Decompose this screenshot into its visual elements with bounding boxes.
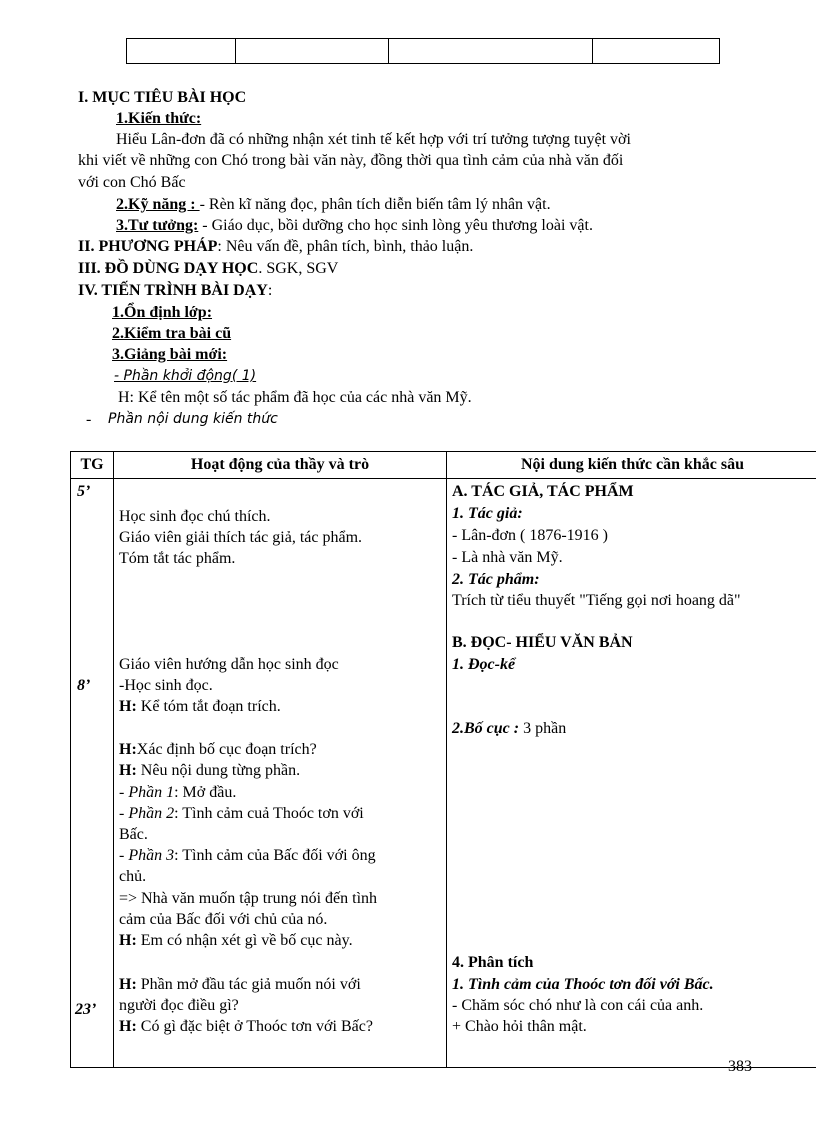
question-marker: H:: [119, 741, 137, 758]
activity-line: [119, 976, 361, 994]
activity-line: Tóm tắt tác phẩm.: [119, 550, 236, 567]
part-label: - Phần 3: [119, 847, 175, 864]
question-marker: H:: [119, 976, 137, 993]
ky-nang-text: - Rèn kĩ năng đọc, phân tích diễn biến tâm lý nhân vật.: [199, 196, 551, 213]
activity-line: [119, 805, 364, 823]
activity-line: Giáo viên giải thích tác giả, tác phẩm.: [119, 529, 363, 546]
page-number: 383: [728, 1058, 752, 1075]
section-2-title: II. PHƯƠNG PHÁP: [78, 238, 218, 255]
activity-text: Em có nhận xét gì về bố cục này.: [136, 932, 353, 949]
activity-text: Phần mở đầu tác giả muốn nói với: [136, 976, 361, 993]
section-2-text: : Nêu vấn đề, phân tích, bình, thảo luận.: [217, 238, 474, 255]
column-header-tg: TG: [71, 452, 114, 479]
activity-line: cảm của Bấc đối với chủ của nó.: [119, 911, 328, 928]
ke-ten-question: H: Kể tên một số tác phẩm đã học của các nhà văn Mỹ.: [118, 389, 472, 406]
activity-line: chủ.: [119, 868, 147, 885]
content-heading: B. ĐỌC- HIỂU VĂN BẢN: [452, 634, 633, 651]
section-3-text: . SGK, SGV: [258, 260, 339, 277]
section-4-title: IV. TIẾN TRÌNH BÀI DẠY: [78, 282, 268, 299]
activity-line: [119, 1018, 373, 1036]
content-cell: [447, 479, 816, 1068]
activity-text: : Mở đầu.: [174, 784, 237, 801]
tg-cell: [71, 479, 114, 1068]
activity-text: : Tình cảm của Bấc đối với ông: [174, 847, 376, 864]
activity-text: Nêu nội dung từng phần.: [136, 762, 301, 779]
section-4-text: :: [267, 282, 273, 299]
part-label: - Phần 1: [119, 784, 175, 801]
content-line: - Lân-đơn ( 1876-1916 ): [452, 527, 608, 544]
question-marker: H:: [119, 932, 137, 949]
content-line: [452, 720, 566, 738]
kien-thuc-label: 1.Kiến thức:: [116, 110, 202, 127]
question-marker: H:: [119, 762, 137, 779]
content-subheading: 2. Tác phẩm:: [452, 571, 540, 588]
content-subheading: 2.Bố cục :: [452, 720, 524, 737]
activity-cell: [114, 479, 447, 1068]
header-cell: [127, 39, 236, 64]
tg-time: 23’: [75, 1001, 97, 1018]
ky-nang-line: [116, 196, 551, 214]
lesson-table: [70, 451, 816, 1068]
header-cell: [236, 39, 389, 64]
column-header-content: Nội dung kiến thức cần khắc sâu: [447, 452, 816, 479]
kien-thuc-text-2: khi viết về những con Chó trong bài văn này, đồng thời qua tình cảm của nhà văn đối: [78, 152, 624, 169]
activity-text: : Tình cảm cuả Thoóc tơn với: [174, 805, 364, 822]
content-line: - Chăm sóc chó như là con cái của anh.: [452, 997, 704, 1014]
column-header-activity: Hoạt động của thầy và trò: [114, 452, 447, 479]
kiem-tra-bai-cu: 2.Kiểm tra bài cũ: [112, 325, 232, 342]
section-4-line: [78, 282, 272, 300]
tg-time: 5’: [77, 483, 91, 500]
content-line: - Là nhà văn Mỹ.: [452, 549, 563, 566]
content-text: 3 phần: [523, 720, 567, 737]
activity-line: [119, 784, 236, 802]
header-cell: [389, 39, 593, 64]
activity-line: Học sinh đọc chú thích.: [119, 508, 271, 525]
section-3-line: [78, 260, 338, 278]
section-3-title: III. ĐỒ DÙNG DẠY HỌC: [78, 260, 259, 277]
question-marker: H:: [119, 698, 137, 715]
ky-nang-label: 2.Kỹ năng :: [116, 196, 200, 213]
tu-tuong-line: [116, 217, 593, 235]
content-line: Trích từ tiểu thuyết "Tiếng gọi nơi hoang dã": [452, 592, 741, 609]
activity-line: người đọc điều gì?: [119, 997, 239, 1014]
activity-line: [119, 741, 317, 759]
bullet-dash: -: [86, 411, 92, 428]
activity-line: [119, 847, 376, 865]
section-1-title: I. MỤC TIÊU BÀI HỌC: [78, 89, 247, 106]
content-subheading: 1. Tình cảm của Thoóc tơn đối với Bấc.: [452, 976, 714, 993]
activity-line: => Nhà văn muốn tập trung nói đến tình: [119, 890, 378, 907]
phan-khoi-dong: - Phần khởi động( 1): [114, 368, 257, 384]
activity-line: Giáo viên hướng dẫn học sinh đọc: [119, 656, 339, 673]
kien-thuc-text-3: với con Chó Bấc: [78, 174, 186, 191]
content-subheading: 1. Tác giả:: [452, 505, 523, 522]
content-line: + Chào hỏi thân mật.: [452, 1018, 587, 1035]
tg-time: 8’: [77, 677, 91, 694]
activity-line: [119, 698, 281, 716]
activity-line: [119, 762, 300, 780]
activity-text: Xác định bố cục đoạn trích?: [136, 741, 317, 758]
part-label: - Phần 2: [119, 805, 175, 822]
content-heading: A. TÁC GIẢ, TÁC PHẨM: [452, 483, 634, 500]
kien-thuc-text-1: Hiểu Lân-đơn đã có những nhận xét tinh tế kết hợp với trí tưởng tượng tuyệt vời: [116, 131, 631, 148]
content-heading: 4. Phân tích: [452, 954, 534, 971]
activity-line: [119, 932, 353, 950]
question-marker: H:: [119, 1018, 137, 1035]
phan-noi-dung: Phần nội dung kiến thức: [108, 411, 278, 427]
header-table: [126, 38, 720, 64]
on-dinh-lop: 1.Ổn định lớp:: [112, 304, 213, 321]
giang-bai-moi: 3.Giảng bài mới:: [112, 346, 228, 363]
activity-text: Kể tóm tắt đoạn trích.: [136, 698, 281, 715]
activity-text: Có gì đặc biệt ở Thoóc tơn với Bấc?: [136, 1018, 373, 1035]
section-2-line: [78, 238, 473, 256]
tu-tuong-text: - Giáo dục, bồi dưỡng cho học sinh lòng yêu thương loài vật.: [198, 217, 593, 234]
tu-tuong-label: 3.Tư tưởng:: [116, 217, 199, 234]
content-subheading: 1. Đọc-kể: [452, 656, 516, 673]
header-cell: [593, 39, 720, 64]
activity-line: -Học sinh đọc.: [119, 677, 213, 694]
activity-line: Bấc.: [119, 826, 148, 843]
